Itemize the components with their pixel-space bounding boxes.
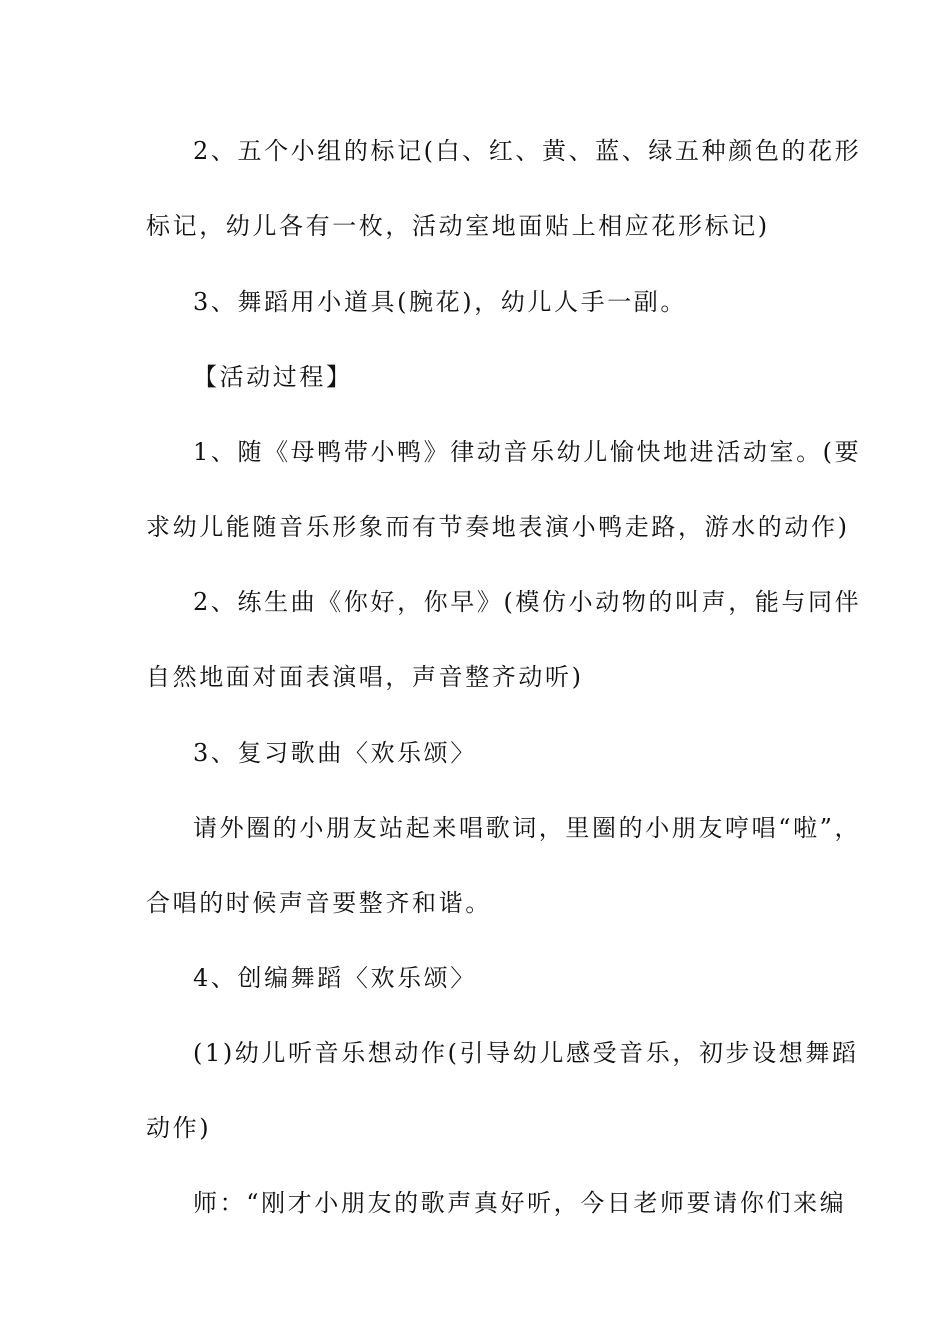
paragraph-line: 4、创编舞蹈〈欢乐颂〉: [193, 964, 477, 992]
paragraph-line: 动作): [146, 1114, 212, 1142]
paragraph-line: 合唱的时候声音要整齐和谐。: [146, 889, 492, 917]
paragraph-line: 请外圈的小朋友站起来唱歌词，里圈的小朋友哼唱“啦”，: [193, 814, 862, 842]
paragraph-line: 3、复习歌曲〈欢乐颂〉: [193, 739, 477, 767]
paragraph-line: 2、五个小组的标记(白、红、黄、蓝、绿五种颜色的花形: [193, 137, 862, 165]
paragraph-line: 标记，幼儿各有一枚，活动室地面贴上相应花形标记): [146, 212, 770, 240]
paragraph-line: 求幼儿能随音乐形象而有节奏地表演小鸭走路，游水的动作): [146, 513, 850, 541]
paragraph-line: 自然地面对面表演唱，声音整齐动听): [146, 663, 584, 691]
paragraph-line: 3、舞蹈用小道具(腕花)，幼儿人手一副。: [193, 288, 687, 316]
paragraph-line: (1)幼儿听音乐想动作(引导幼儿感受音乐，初步设想舞蹈: [193, 1039, 859, 1067]
paragraph-line: 2、练生曲《你好，你早》(模仿小动物的叫声，能与同伴: [193, 588, 862, 616]
paragraph-line: 1、随《母鸭带小鸭》律动音乐幼儿愉快地进活动室。(要: [193, 438, 862, 466]
section-heading: 【活动过程】: [193, 363, 353, 391]
paragraph-line: 师：“刚才小朋友的歌声真好听，今日老师要请你们来编: [193, 1189, 847, 1217]
